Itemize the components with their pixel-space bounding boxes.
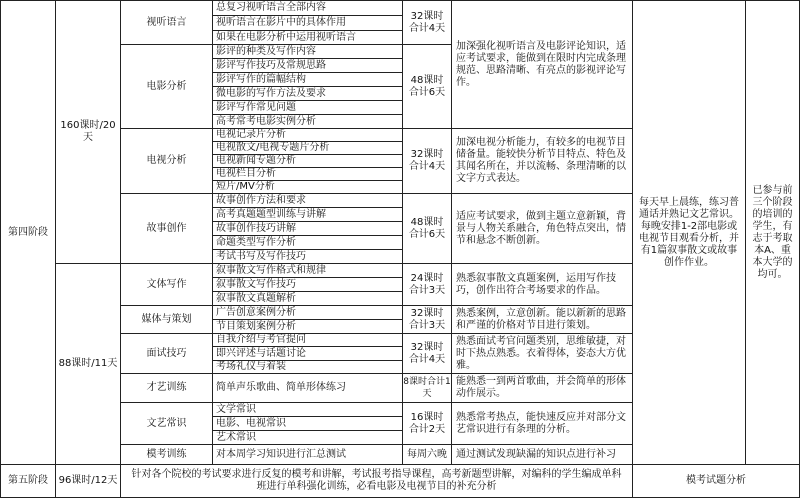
- stage5-note: 模考试题分析: [632, 464, 800, 498]
- stage4-label: 第四阶段: [0, 0, 56, 465]
- module-name: 文体写作: [120, 263, 213, 306]
- content-item: 自我介绍与考官提问: [212, 333, 403, 347]
- module-goal: 适应考试要求，做到主题立意新颖，背景与人物关系融合，角色特点突出，情节和悬念不断创新。: [451, 193, 633, 264]
- module-time: 48课时 合计6天: [402, 44, 452, 129]
- content-item: 电视栏目分析: [212, 167, 403, 181]
- module-name: 电视分析: [120, 128, 213, 194]
- module-name: 面试技巧: [120, 333, 213, 374]
- content-item: 叙事散文写作格式和规律: [212, 263, 403, 278]
- content-item: 广告创意案例分析: [212, 305, 403, 320]
- module-goal: 熟悉案例，立意创新。能以新新的思路和严谨的价格对节目进行策划。: [451, 305, 633, 334]
- content-item: 电视记录片分析: [212, 128, 403, 142]
- module-goal: 能熟悉一到两首歌曲，并会简单的形体动作展示。: [451, 373, 633, 403]
- module-time: 8课时合计1天: [402, 373, 452, 403]
- module-time: 16课时 合计2天: [402, 402, 452, 445]
- stage5-hours: 96课时/12天: [55, 464, 121, 498]
- section2-hours: 88课时/11天: [55, 263, 121, 465]
- module-time: 24课时 合计3天: [402, 263, 452, 306]
- content-item: 影评的种类及写作内容: [212, 44, 403, 59]
- module-time: 32课时 合计4天: [402, 128, 452, 194]
- content-item: 对本周学习知识进行汇总测试: [212, 444, 403, 465]
- content-item: 简单声乐歌曲、简单形体练习: [212, 373, 403, 403]
- module-goal: 加深强化视听语言及电影评论知识，适应考试要求，能做到在限时内完成条理规范、思路清晰、有亮点的影视评论写作。: [451, 0, 633, 129]
- content-item: 电视新闻专题分析: [212, 154, 403, 168]
- content-item: 节目策划案例分析: [212, 319, 403, 334]
- section1-hours: 160课时/20天: [55, 0, 121, 264]
- module-goal: 熟悉常考热点，能快速反应并对部分文艺常识进行有条理的分析。: [451, 402, 633, 445]
- content-item: 影评写作的篇幅结构: [212, 72, 403, 87]
- content-item: 高考真题题型训练与讲解: [212, 207, 403, 222]
- module-name: 才艺训练: [120, 373, 213, 403]
- module-name: 电影分析: [120, 44, 213, 129]
- content-item: 考场礼仪与着装: [212, 360, 403, 374]
- module-goal: 熟悉面试考官问题类别，思维敏捷，对时下热点熟悉。衣着得体，姿态大方优雅。: [451, 333, 633, 374]
- content-item: 文学常识: [212, 402, 403, 417]
- module-goal: 通过测试发现缺漏的知识点进行补习: [451, 444, 633, 465]
- content-item: 微电影的写作方法及要求: [212, 86, 403, 101]
- content-item: 总复习视听语言全部内容: [212, 0, 403, 16]
- daily-practice-note: 每天早上晨练，练习普通话并熟记文艺常识。每晚安排1-2部电影或电视节目观看分析，并有1篇叙事散文或故事创作作业。: [632, 0, 746, 465]
- content-item: 命题类型写作分析: [212, 235, 403, 250]
- module-name: 模考训练: [120, 444, 213, 465]
- content-item: 电视散文/电视专题片分析: [212, 141, 403, 155]
- stage5-label: 第五阶段: [0, 464, 56, 498]
- module-name: 视听语言: [120, 0, 213, 45]
- content-item: 叙事散文写作技巧: [212, 277, 403, 292]
- content-item: 故事创作技巧讲解: [212, 221, 403, 236]
- content-item: 考试书写及写作技巧: [212, 249, 403, 264]
- module-time: 32课时 合计4天: [402, 333, 452, 374]
- content-item: 艺术常识: [212, 430, 403, 445]
- content-item: 高考常考电影实例分析: [212, 114, 403, 129]
- module-time: 48课时 合计6天: [402, 193, 452, 264]
- eligibility-note: 已参与前三个阶段的培训的学生，有志于考取本A、重本大学的均可。: [745, 0, 800, 465]
- module-goal: 加深电视分析能力，有较多的电视节目储备量。能较快分析节目特点、特色及其闻名所在，并以流畅、条理清晰的以文字方式表达。: [451, 128, 633, 194]
- content-item: 故事创作方法和要求: [212, 193, 403, 208]
- content-item: 影评写作常见问题: [212, 100, 403, 115]
- content-item: 如果在电影分析中运用视听语言: [212, 30, 403, 45]
- module-name: 媒体与策划: [120, 305, 213, 334]
- module-time: 32课时 合计4天: [402, 0, 452, 45]
- content-item: 视听语言在影片中的具体作用: [212, 15, 403, 31]
- content-item: 短片/MV分析: [212, 180, 403, 194]
- module-name: 故事创作: [120, 193, 213, 264]
- module-time: 32课时 合计3天: [402, 305, 452, 334]
- content-item: 电影、电视常识: [212, 416, 403, 431]
- stage5-description: 针对各个院校的考试要求进行反复的模考和讲解，考试报考指导课程，高考新题型讲解，对编科的学生编成单科班进行单科强化训练，必看电影及电视节目的补充分析: [120, 464, 633, 498]
- content-item: 影评写作技巧及常规思路: [212, 58, 403, 73]
- content-item: 即兴评述与话题讨论: [212, 346, 403, 361]
- content-item: 叙事散文真题解析: [212, 291, 403, 306]
- module-time: 每周六晚: [402, 444, 452, 465]
- module-name: 文艺常识: [120, 402, 213, 445]
- module-goal: 熟悉叙事散文真题案例，运用写作技巧，创作出符合考场要求的作品。: [451, 263, 633, 306]
